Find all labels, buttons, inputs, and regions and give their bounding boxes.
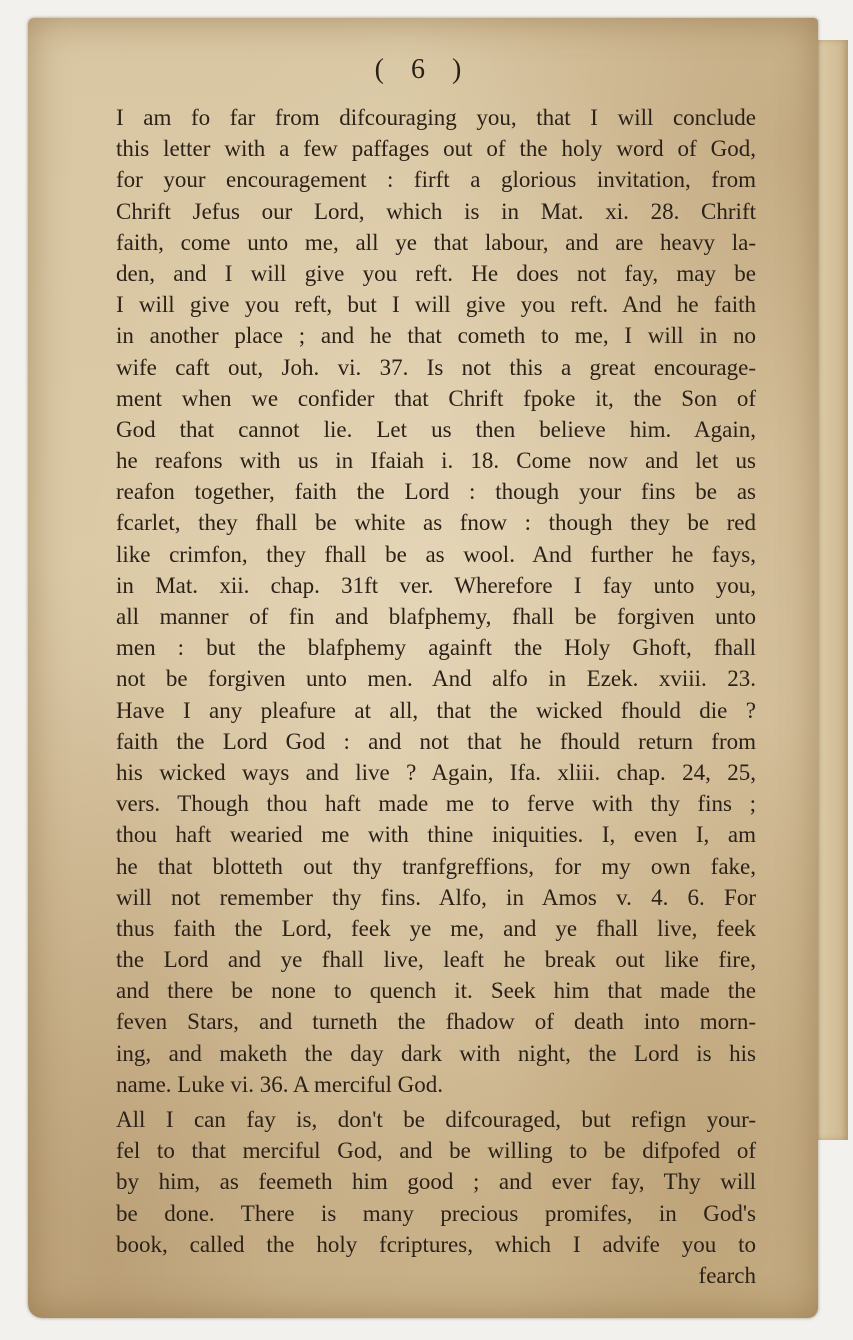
text-line: men : but the blafphemy againft the Holy Ghoft, fhall — [116, 635, 756, 661]
text-line: the Lord and ye fhall live, leaft he break out like fire, — [116, 947, 756, 973]
text-line: all manner of fin and blafphemy, fhall be forgiven unto — [116, 604, 756, 629]
text-line: ing, and maketh the day dark with night, the Lord is his — [116, 1040, 756, 1066]
text-line: he that blotteth out thy tranfgreffions, for my own fake, — [116, 853, 756, 879]
text-line: den, and I will give you reft. He does not fay, may be — [116, 260, 756, 286]
text-line: in Mat. xii. chap. 31ft ver. Wherefore I fay unto you, — [116, 572, 756, 598]
text-line: feven Stars, and turneth the fhadow of death into morn- — [116, 1009, 756, 1035]
catchword: fearch — [698, 1262, 756, 1288]
text-line: thou haft wearied me with thine iniquities. I, even I, am — [116, 822, 756, 848]
text-line: like crimfon, they fhall be as wool. And further he fays, — [116, 541, 756, 567]
text-line: Chrift Jefus our Lord, which is in Mat. xi. 28. Chrift — [116, 198, 756, 224]
text-line: he reafons with us in Ifaiah i. 18. Come now and let us — [116, 448, 756, 474]
text-line: by him, as feemeth him good ; and ever fay, Thy will — [116, 1169, 756, 1195]
text-line: for your encouragement : firft a glorious invitation, from — [116, 167, 756, 193]
text-line: Have I any pleafure at all, that the wicked fhould die ? — [116, 697, 756, 723]
page-number: ( 6 ) — [374, 54, 472, 85]
body-text — [116, 102, 756, 1291]
text-line: wife caft out, Joh. vi. 37. Is not this a great encourage- — [116, 354, 756, 380]
text-line: book, called the holy fcriptures, which I advife you to — [116, 1231, 756, 1257]
book-page — [28, 18, 818, 1318]
text-line: reafon together, faith the Lord : though your fins be as — [116, 479, 756, 505]
text-line: not be forgiven unto men. And alfo in Ezek. xviii. 23. — [116, 666, 756, 692]
text-line: I am fo far from difcouraging you, that I will conclude — [116, 105, 756, 130]
text-line: fel to that merciful God, and be willing to be difpofed of — [116, 1138, 756, 1164]
text-line: faith, come unto me, all ye that labour, and are heavy la- — [116, 229, 756, 255]
text-line: fcarlet, they fhall be white as fnow : though they be red — [116, 510, 756, 536]
text-line: this letter with a few paffages out of the holy word of God, — [116, 136, 756, 162]
text-line: in another place ; and he that cometh to me, I will in no — [116, 323, 756, 349]
text-line: be done. There is many precious promifes, in God's — [116, 1200, 756, 1226]
text-line: I will give you reft, but I will give you reft. And he faith — [116, 292, 756, 318]
text-line: his wicked ways and live ? Again, Ifa. xliii. chap. 24, 25, — [116, 759, 756, 785]
text-line: ment when we confider that Chrift fpoke it, the Son of — [116, 385, 756, 411]
text-line: God that cannot lie. Let us then believe him. Again, — [116, 416, 756, 442]
text-line: will not remember thy fins. Alfo, in Amos v. 4. 6. For — [116, 884, 756, 910]
text-line: name. Luke vi. 36. A merciful God. — [116, 1071, 444, 1097]
text-line: vers. Though thou haft made me to ferve with thy fins ; — [116, 791, 756, 817]
text-line: All I can fay is, don't be difcouraged, but refign your- — [116, 1107, 756, 1132]
text-line: and there be none to quench it. Seek him that made the — [116, 978, 756, 1004]
text-line: thus faith the Lord, feek ye me, and ye fhall live, feek — [116, 915, 756, 941]
text-line: faith the Lord God : and not that he fhould return from — [116, 728, 756, 754]
